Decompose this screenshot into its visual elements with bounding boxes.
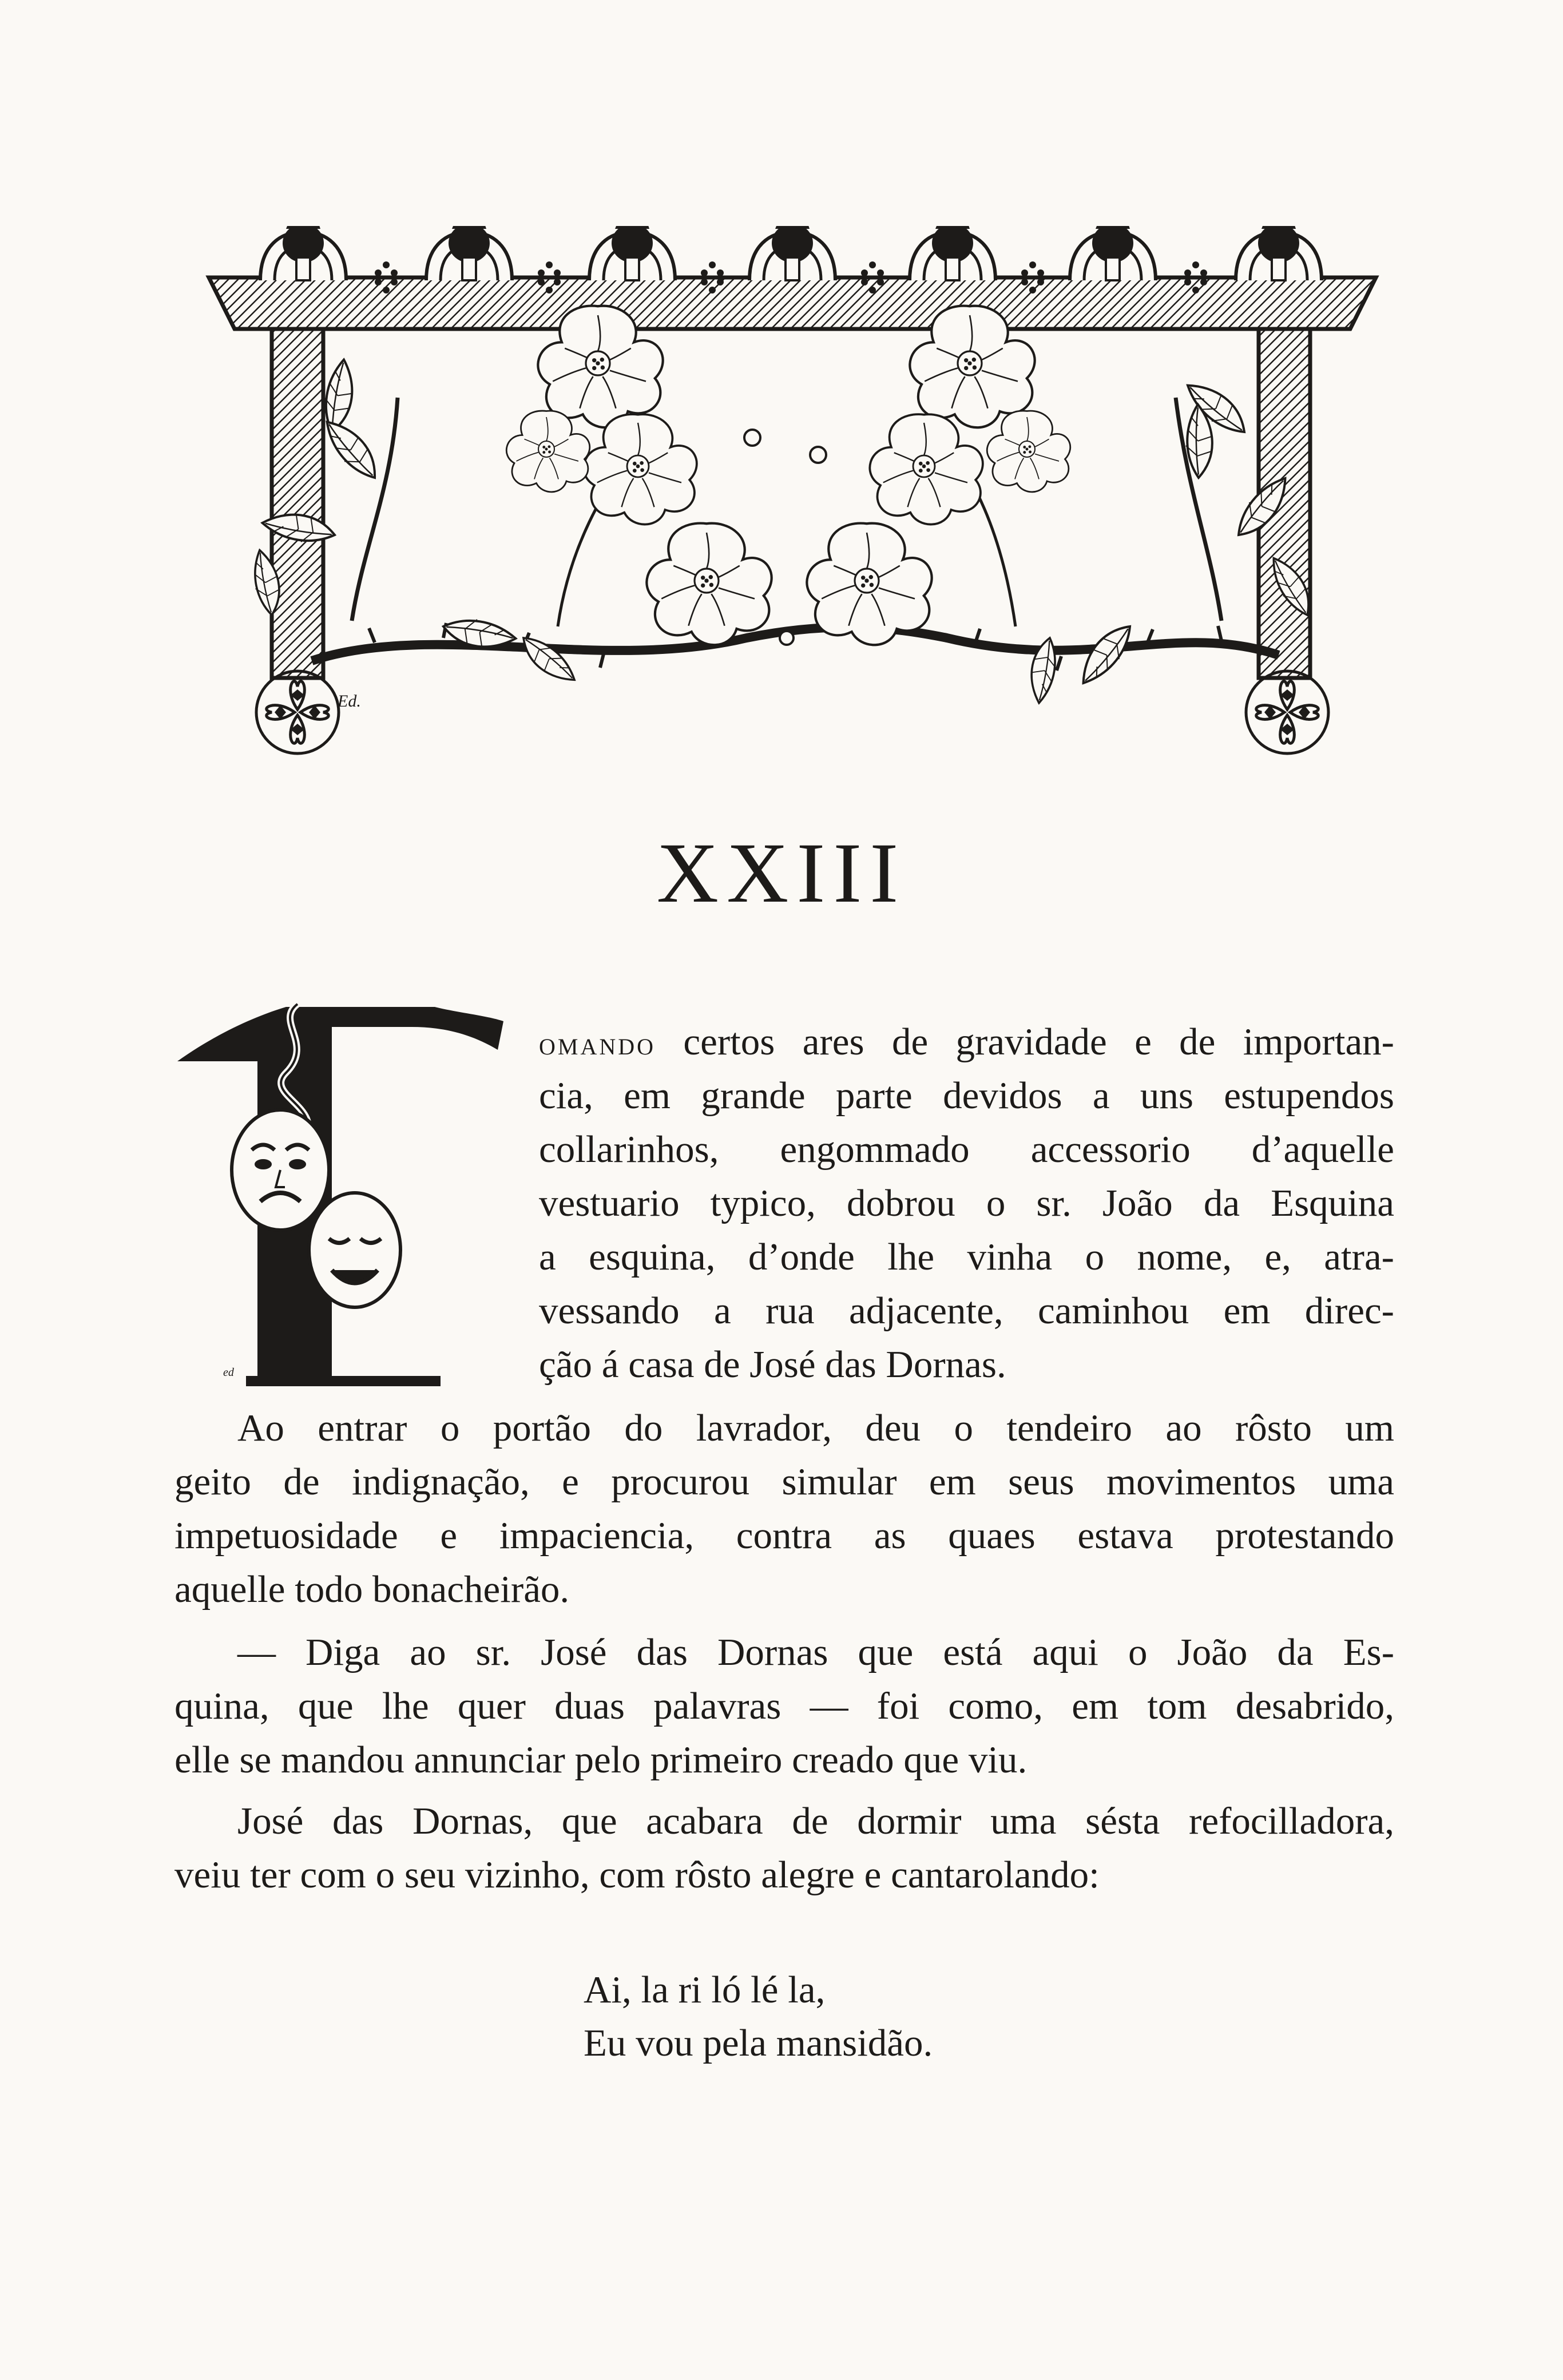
paragraph-2-line-4: aquelle todo bonacheirão.	[174, 1568, 570, 1611]
paragraph-1-line-1	[539, 1023, 1394, 1061]
paragraph-1-line-1-text: certos ares de gravidade e de importan-	[656, 1021, 1394, 1063]
drop-cap-letter-with-masks	[172, 981, 509, 1393]
verse-line-2: Eu vou pela mansidão.	[584, 2022, 933, 2064]
verse-line-1: Ai, la ri ló lé la,	[584, 1969, 826, 2011]
paragraph-1-line-2: cia, em grande parte devidos a uns estupendos	[539, 1074, 1394, 1117]
artist-signature: Ed.	[338, 692, 361, 711]
paragraph-1-line-4: vestuario typico, dobrou o sr. João da Esquina	[539, 1182, 1394, 1224]
paragraph-3-line-3: elle se mandou annunciar pelo primeiro creado que viu.	[174, 1739, 1028, 1781]
paragraph-4-line-1: José das Dornas, que acabara de dormir uma sésta refocilladora,	[237, 1800, 1394, 1842]
paragraph-1-line-7: ção á casa de José das Dornas.	[539, 1343, 1006, 1386]
paragraph-4-line-2: veiu ter com o seu vizinho, com rôsto alegre e cantarolando:	[174, 1854, 1100, 1896]
paragraph-1-line-3: collarinhos, engommado accessorio d’aquelle	[539, 1128, 1394, 1171]
paragraph-3-line-2: quina, que lhe quer duas palavras — foi como, em tom desabrido,	[174, 1685, 1394, 1727]
paragraph-2-line-3: impetuosidade e impaciencia, contra as quaes estava protestando	[174, 1514, 1394, 1557]
small-caps-opening: OMANDO	[539, 1034, 656, 1060]
paragraph-1-line-6: vessando a rua adjacente, caminhou em direc-	[539, 1290, 1394, 1332]
chapter-number: XXIII	[656, 826, 907, 921]
rose-garland-header-ornament	[203, 226, 1382, 772]
svg-text:ed: ed	[223, 1366, 234, 1379]
paragraph-3-line-1: — Diga ao sr. José das Dornas que está aqui o João da Es-	[237, 1631, 1394, 1673]
paragraph-1-line-5: a esquina, d’onde lhe vinha o nome, e, atra-	[539, 1236, 1394, 1278]
paragraph-2-line-2: geito de indignação, e procurou simular em seus movimentos uma	[174, 1461, 1394, 1503]
paragraph-2-line-1: Ao entrar o portão do lavrador, deu o tendeiro ao rôsto um	[237, 1407, 1394, 1449]
